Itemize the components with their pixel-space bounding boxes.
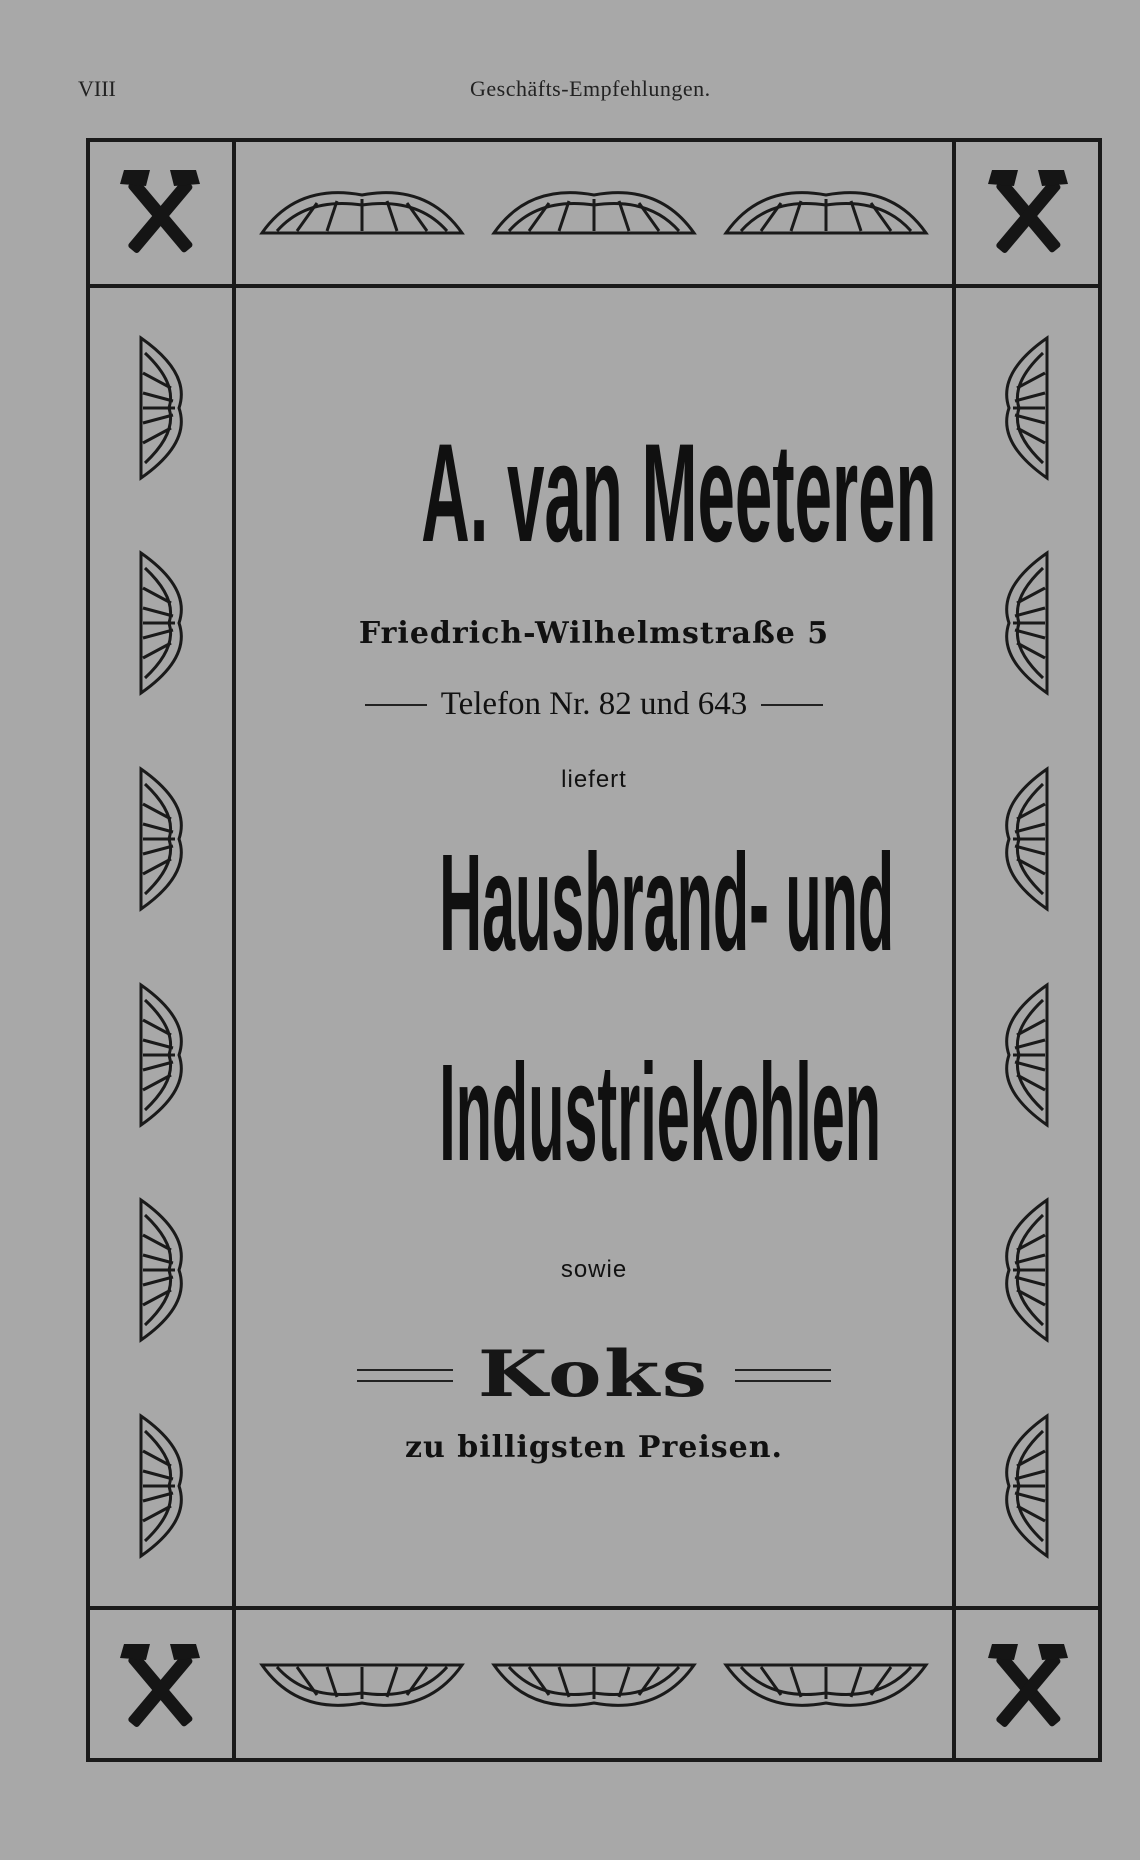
fan-ornament-icon xyxy=(721,1645,931,1725)
double-rule-left xyxy=(357,1369,453,1382)
fan-ornament-icon xyxy=(121,333,201,483)
page-number: VIII xyxy=(78,76,116,101)
page-header xyxy=(0,76,1140,116)
fan-ornament-icon xyxy=(257,173,467,253)
running-title: Geschäfts-Empfehlungen. xyxy=(470,76,711,101)
fan-ornament-icon xyxy=(121,1411,201,1561)
product-koks: Koks xyxy=(478,1337,710,1412)
product-line-1: Hausbrand- und xyxy=(439,826,895,980)
fan-ornament-icon xyxy=(121,764,201,914)
fan-ornament-icon xyxy=(489,173,699,253)
crossed-hammers-icon xyxy=(98,1624,222,1748)
fan-ornament-icon xyxy=(987,1195,1067,1345)
product-line-2: Industriekohlen xyxy=(439,1036,882,1190)
top-ornament-band xyxy=(246,158,942,268)
phone-rule-left xyxy=(365,704,427,706)
fan-ornament-icon xyxy=(121,548,201,698)
fan-ornament-icon xyxy=(987,1411,1067,1561)
koks-row xyxy=(234,1337,954,1412)
also-word: sowie xyxy=(560,1256,628,1283)
fan-ornament-icon xyxy=(121,1195,201,1345)
phone-numbers: Telefon Nr. 82 und 643 xyxy=(440,686,748,722)
advert-content xyxy=(234,290,954,1608)
supplies-word: liefert xyxy=(561,766,627,793)
phone-row xyxy=(234,686,954,723)
closing-line: zu billigsten Preisen. xyxy=(404,1430,783,1465)
firm-name: A. van Meeteren xyxy=(421,414,937,571)
phone-rule-right xyxy=(761,704,823,706)
left-ornament-column xyxy=(102,300,220,1594)
fan-ornament-icon xyxy=(489,1645,699,1725)
fan-ornament-icon xyxy=(987,980,1067,1130)
bottom-ornament-band xyxy=(246,1630,942,1740)
double-rule-right xyxy=(735,1369,831,1382)
right-ornament-column xyxy=(968,300,1086,1594)
crossed-hammers-icon xyxy=(966,1624,1090,1748)
fan-ornament-icon xyxy=(721,173,931,253)
firm-address: Friedrich-Wilhelmstraße 5 xyxy=(358,616,830,651)
fan-ornament-icon xyxy=(987,548,1067,698)
fan-ornament-icon xyxy=(987,333,1067,483)
fan-ornament-icon xyxy=(987,764,1067,914)
crossed-hammers-icon xyxy=(98,150,222,274)
crossed-hammers-icon xyxy=(966,150,1090,274)
fan-ornament-icon xyxy=(257,1645,467,1725)
fan-ornament-icon xyxy=(121,980,201,1130)
